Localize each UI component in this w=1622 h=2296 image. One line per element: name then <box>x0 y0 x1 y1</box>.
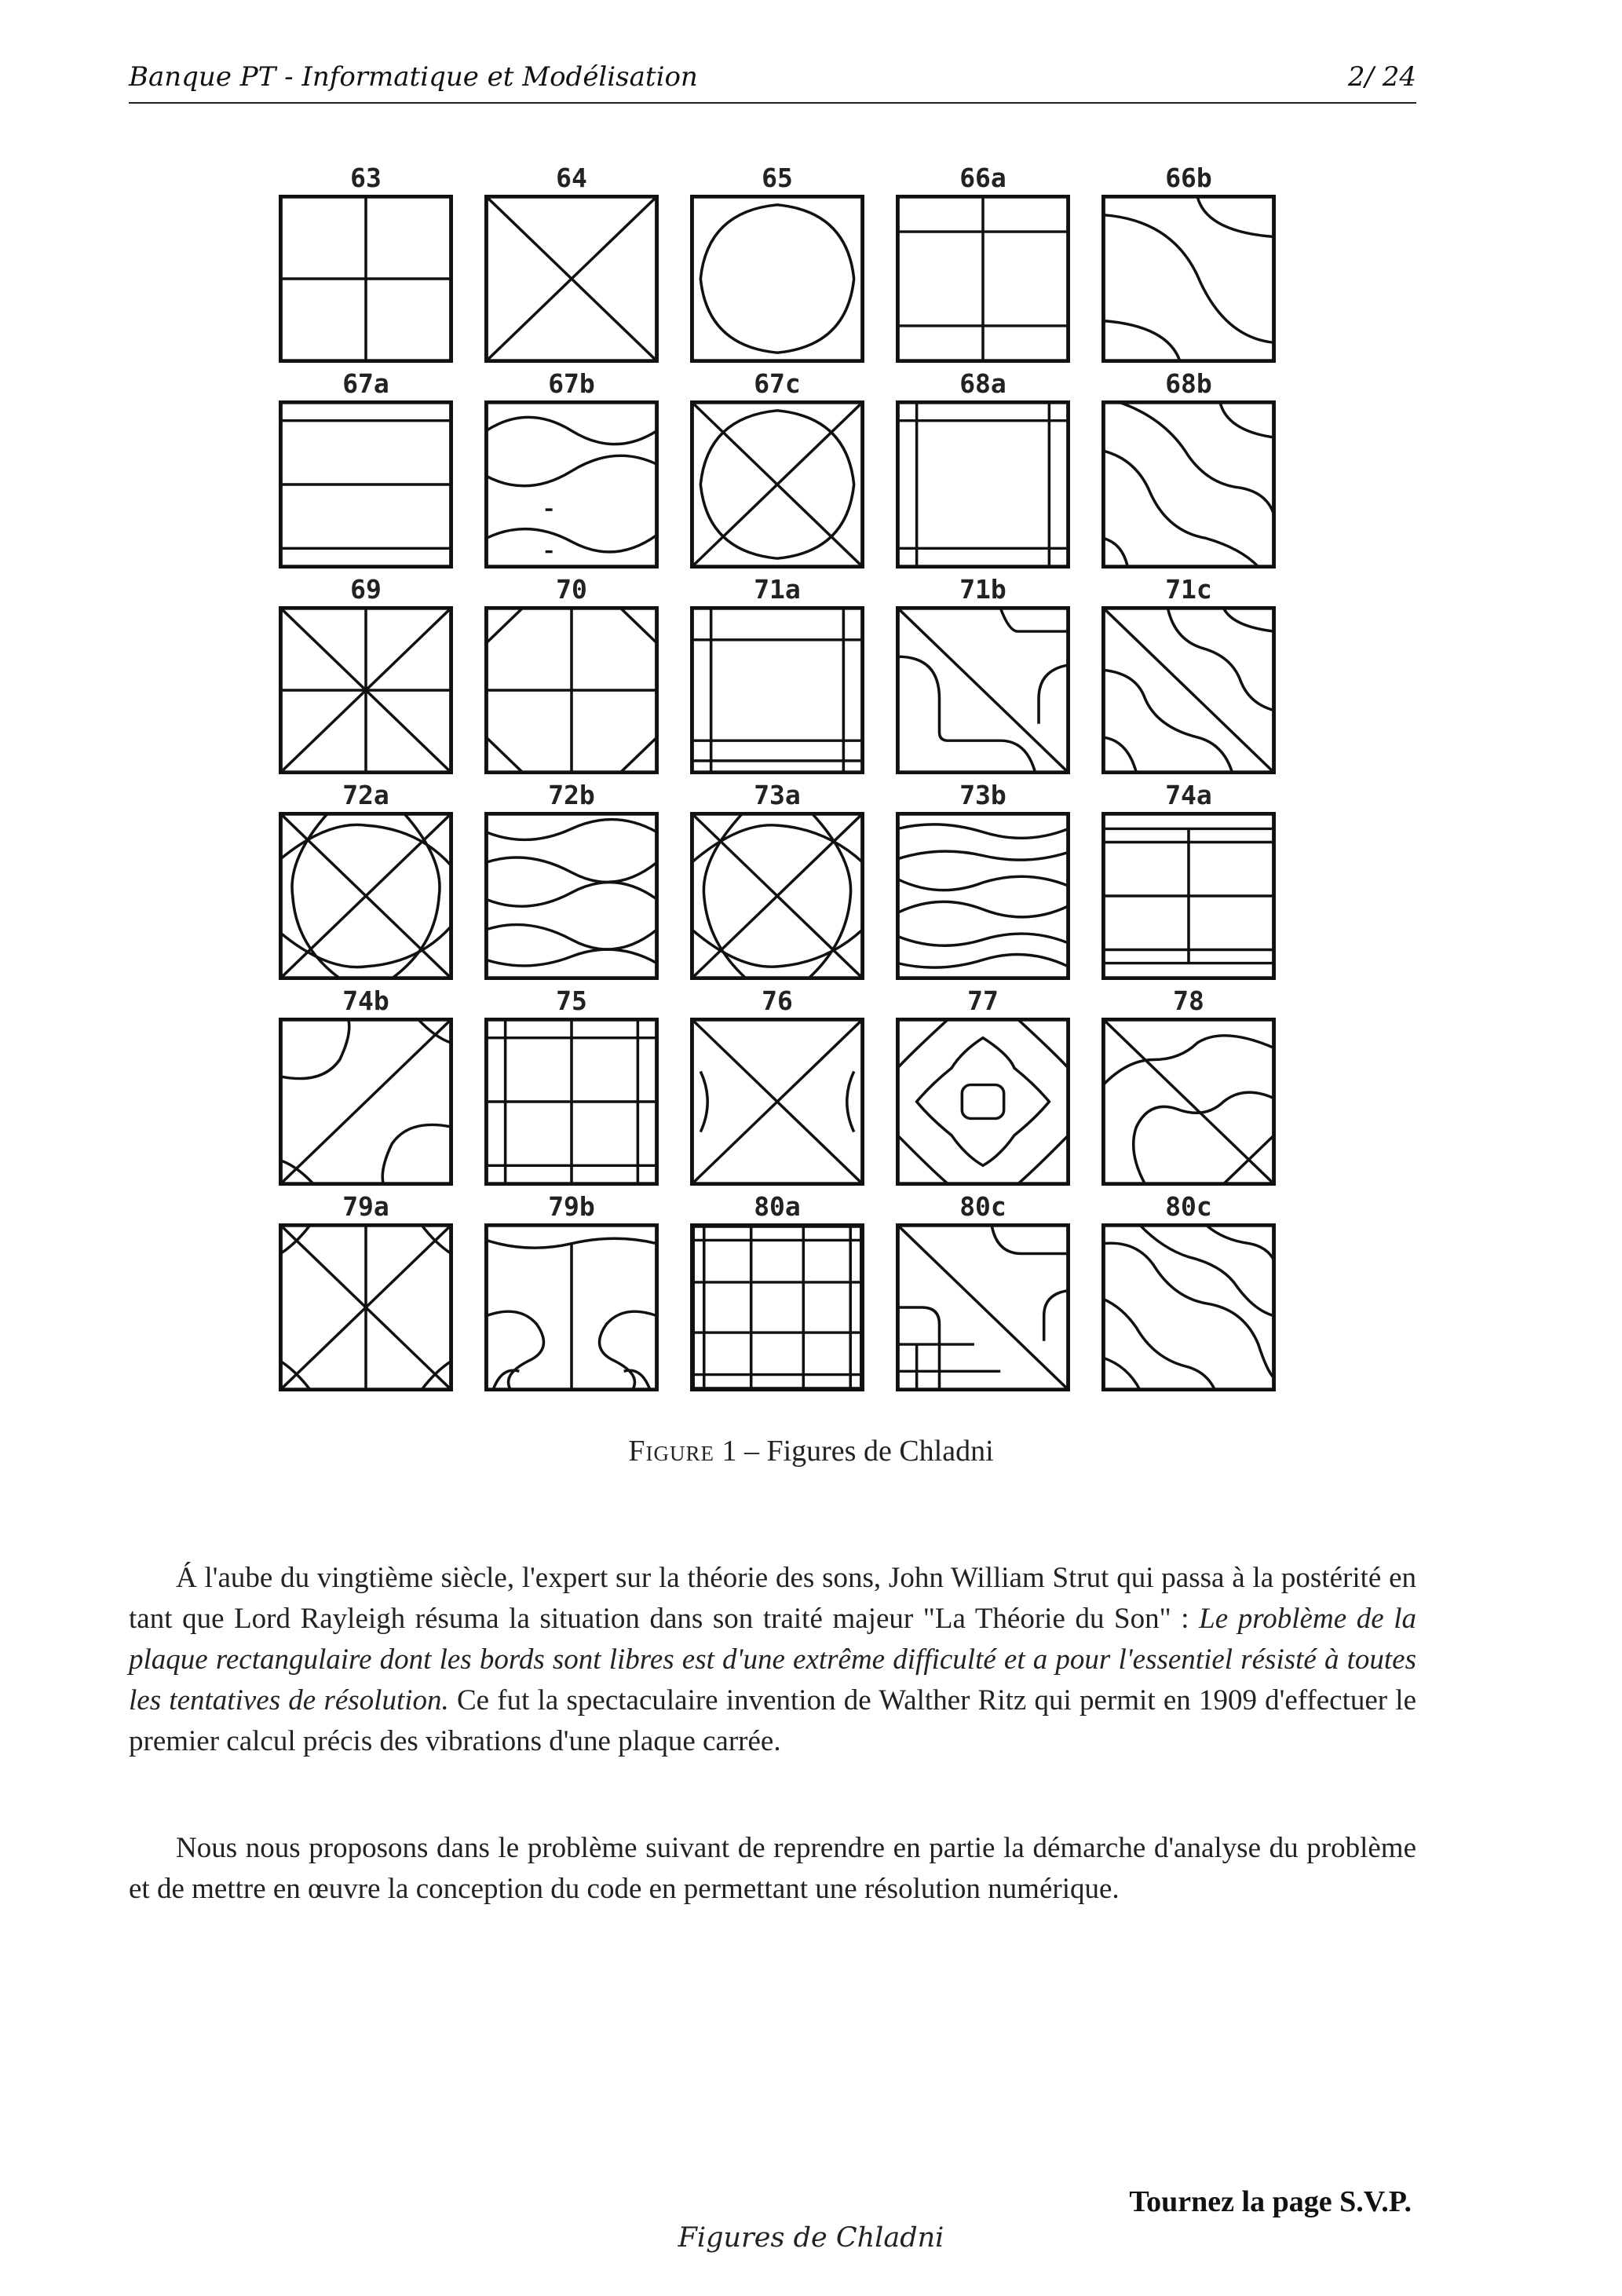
chladni-cell <box>279 163 453 369</box>
figure-label: 77 <box>967 985 999 1016</box>
chladni-plate <box>279 1018 453 1186</box>
chladni-cell <box>484 1192 659 1398</box>
chladni-plate <box>279 1223 453 1391</box>
paragraph-text: Ce fut la spectaculaire invention de Walther Ritz qui permit en 1909 d'effectuer le premier calcul précis des vibrations d'une plaque carrée. <box>129 1684 1417 1757</box>
figure-label: 73a <box>754 780 801 810</box>
chladni-plate <box>1101 1018 1276 1186</box>
chladni-figure-grid <box>279 163 1276 1396</box>
chladni-plate <box>896 195 1070 363</box>
chladni-cell <box>279 575 453 781</box>
figure-caption <box>0 1434 1622 1468</box>
chladni-plate <box>279 812 453 980</box>
chladni-cell <box>484 163 659 369</box>
chladni-cell <box>279 1192 453 1398</box>
figure-label: 80a <box>754 1191 801 1222</box>
figure-label: 79a <box>342 1191 389 1222</box>
turn-page-note: Tournez la page S.V.P. <box>1129 2185 1412 2218</box>
chladni-plate <box>484 606 659 774</box>
rayleigh-quote: Le problème de la plaque rectangulaire dont les bords sont libres est d'une extrême difficulté et a pour l'essentiel résisté à toutes les tentatives de résolution. <box>129 1603 1416 1717</box>
figure-label: 72a <box>342 780 389 810</box>
figure-label: 75 <box>556 985 587 1016</box>
figure-label: 74b <box>342 985 389 1016</box>
chladni-plate <box>484 400 659 569</box>
page-footer: Figures de Chladni <box>678 2222 944 2254</box>
chladni-cell <box>690 986 864 1192</box>
figure-label: 67c <box>754 368 801 399</box>
figure-label: 76 <box>762 985 793 1016</box>
chladni-cell <box>484 369 659 575</box>
chladni-cell <box>896 986 1070 1192</box>
figure-label: 64 <box>556 163 587 193</box>
chladni-plate <box>1101 606 1276 774</box>
page-number: 2/ 24 <box>1347 61 1416 93</box>
figure-label: 80c <box>959 1191 1006 1222</box>
chladni-plate <box>279 606 453 774</box>
figure-label: 71c <box>1165 574 1212 605</box>
figure-label: 68a <box>959 368 1006 399</box>
chladni-cell <box>896 369 1070 575</box>
figure-label: 74a <box>1165 780 1212 810</box>
header-title: Banque PT - Informatique et Modélisation <box>129 61 698 93</box>
figure-label: 66b <box>1165 163 1212 193</box>
figure-label: 63 <box>350 163 382 193</box>
chladni-plate <box>690 400 864 569</box>
paragraph-intro <box>129 1558 1416 1762</box>
figure-label: 70 <box>556 574 587 605</box>
chladni-cell <box>690 781 864 986</box>
chladni-plate <box>896 1018 1070 1186</box>
chladni-cell <box>690 1192 864 1398</box>
figure-label: 78 <box>1173 985 1204 1016</box>
figure-label: 71a <box>754 574 801 605</box>
chladni-cell <box>1101 1192 1276 1398</box>
paragraph-text: Á l'aube du vingtième siècle, l'expert sur la théorie des sons, John William Strut qui passa à la postérité en tant que Lord Rayleigh résuma la situation dans son traité majeur "La Théorie du Son" : <box>129 1562 1416 1635</box>
chladni-plate <box>484 1018 659 1186</box>
figure-label: 73b <box>959 780 1006 810</box>
chladni-plate <box>690 195 864 363</box>
chladni-plate <box>484 195 659 363</box>
chladni-cell <box>896 1192 1070 1398</box>
chladni-cell <box>1101 575 1276 781</box>
chladni-cell <box>1101 163 1276 369</box>
figure-label: 69 <box>350 574 382 605</box>
chladni-plate <box>690 1018 864 1186</box>
chladni-plate <box>484 812 659 980</box>
paragraph-text: Nous nous proposons dans le problème suivant de reprendre en partie la démarche d'analyse du problème et de mettre en œuvre la conception du code en permettant une résolution numérique. <box>129 1832 1416 1905</box>
paragraph-objective <box>129 1828 1416 1910</box>
chladni-cell <box>279 986 453 1192</box>
chladni-cell <box>1101 369 1276 575</box>
figure-label: 66a <box>959 163 1006 193</box>
chladni-plate <box>896 606 1070 774</box>
chladni-plate <box>279 195 453 363</box>
figure-label: 71b <box>959 574 1006 605</box>
chladni-plate <box>896 400 1070 569</box>
caption-text: 1 – Figures de Chladni <box>714 1435 994 1468</box>
figure-label: 67a <box>342 368 389 399</box>
figure-label: 72b <box>548 780 595 810</box>
chladni-plate <box>690 606 864 774</box>
chladni-cell <box>484 781 659 986</box>
figure-label: 68b <box>1165 368 1212 399</box>
chladni-cell <box>484 575 659 781</box>
figure-label: 67b <box>548 368 595 399</box>
chladni-cell <box>896 781 1070 986</box>
chladni-plate <box>690 812 864 980</box>
chladni-plate <box>896 812 1070 980</box>
caption-prefix: Figure <box>628 1435 714 1468</box>
chladni-cell <box>896 163 1070 369</box>
chladni-plate <box>1101 195 1276 363</box>
chladni-cell <box>1101 986 1276 1192</box>
chladni-cell <box>1101 781 1276 986</box>
chladni-cell <box>279 369 453 575</box>
chladni-cell <box>690 369 864 575</box>
chladni-plate <box>1101 812 1276 980</box>
chladni-plate <box>279 400 453 569</box>
chladni-plate <box>484 1223 659 1391</box>
chladni-plate <box>1101 400 1276 569</box>
figure-label: 65 <box>762 163 793 193</box>
figure-label: 79b <box>548 1191 595 1222</box>
chladni-cell <box>279 781 453 986</box>
chladni-plate <box>1101 1223 1276 1391</box>
chladni-plate <box>896 1223 1070 1391</box>
page-header <box>129 61 1416 104</box>
figure-label: 80c <box>1165 1191 1212 1222</box>
chladni-cell <box>896 575 1070 781</box>
chladni-cell <box>484 986 659 1192</box>
chladni-plate <box>690 1223 864 1391</box>
chladni-cell <box>690 575 864 781</box>
chladni-cell <box>690 163 864 369</box>
